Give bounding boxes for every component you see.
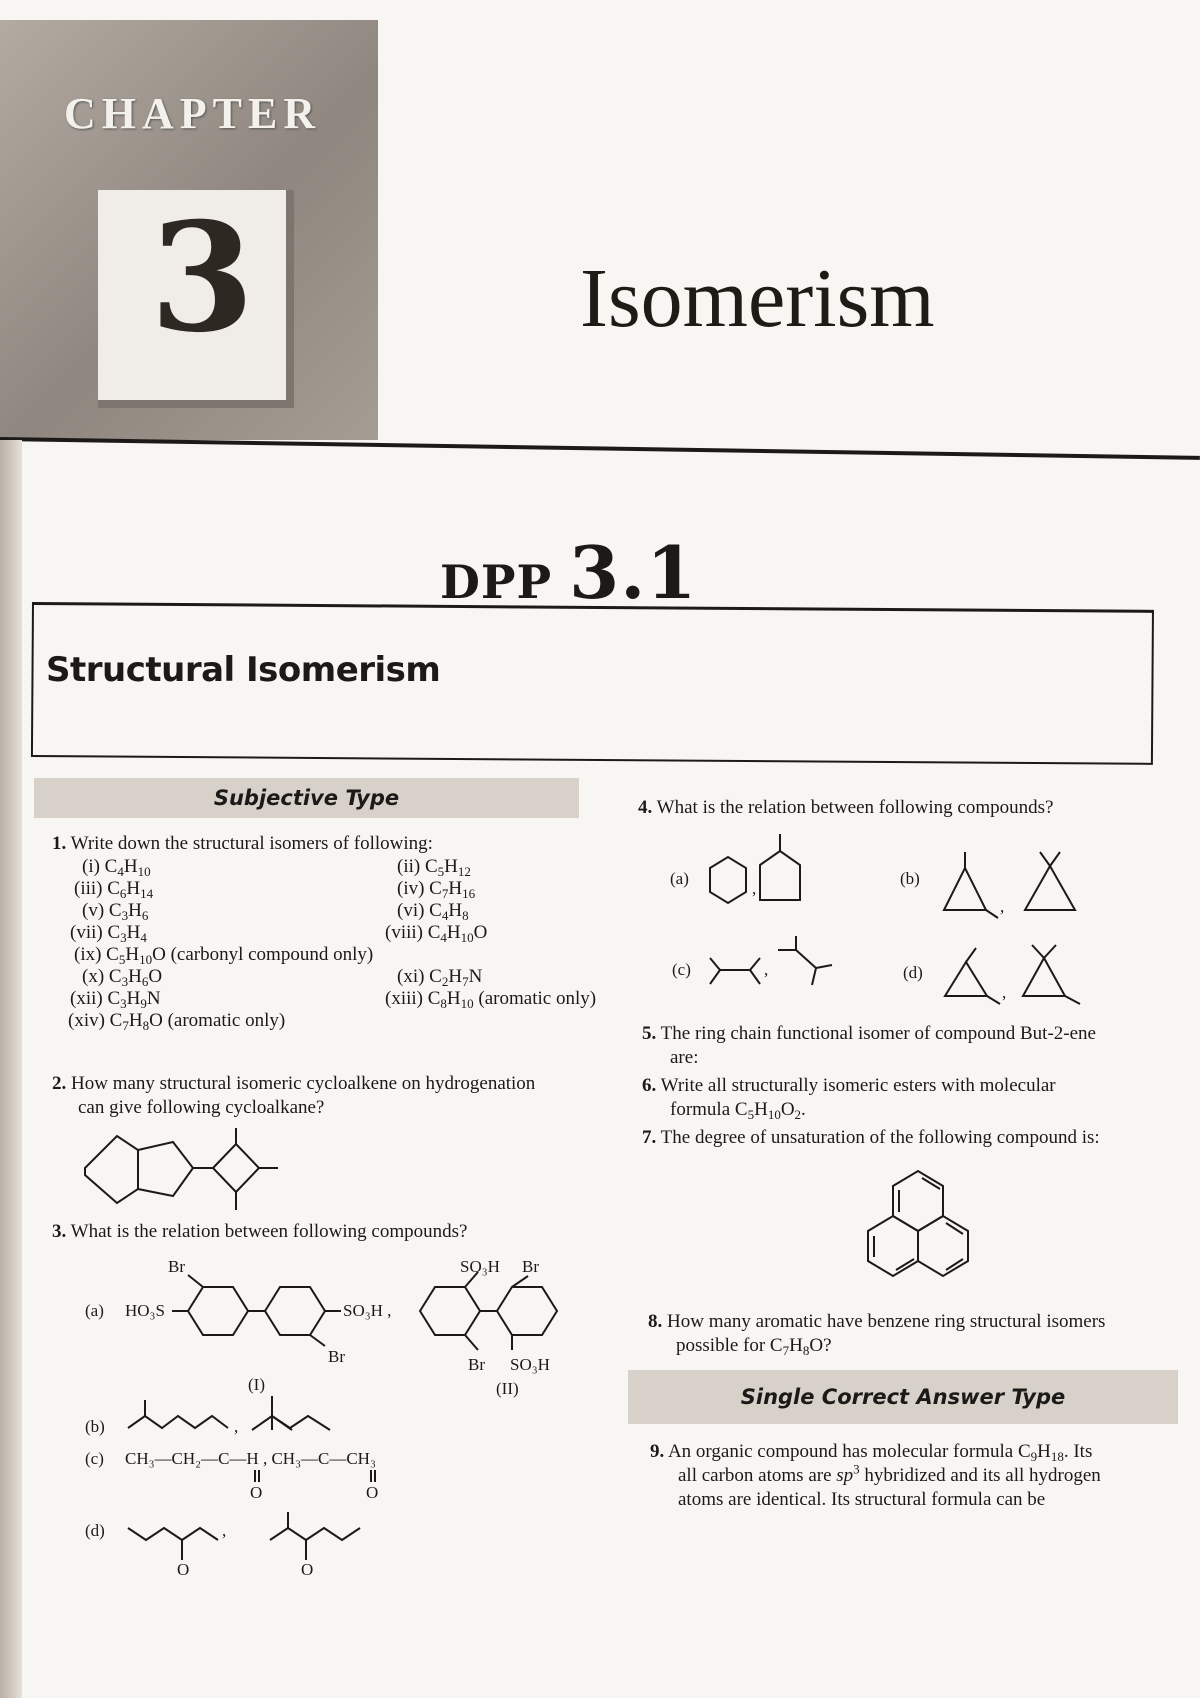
page-edge (0, 440, 22, 1698)
svg-text:O: O (177, 1560, 190, 1579)
formula-item: (x) $C_3H_6O$ (82, 966, 163, 989)
question-8: 8. How many aromatic have benzene ring structural isomers possible for $C_7H_8O$? (648, 1311, 1106, 1358)
svg-text:(d): (d) (903, 963, 923, 982)
svg-text:Br: Br (328, 1347, 345, 1366)
svg-text:(c): (c) (85, 1449, 104, 1468)
svg-text:SO₃H: SO₃H (510, 1355, 550, 1374)
svg-text:O: O (366, 1483, 379, 1502)
svg-text:O: O (301, 1560, 314, 1579)
question-2: 2. How many structural isomeric cycloalkene on hydrogenation can give following cycloalkane? (52, 1073, 536, 1118)
formula-item: (vii) $C_3H_4$ (70, 922, 147, 945)
svg-text:Br: Br (468, 1355, 485, 1374)
svg-text:(a): (a) (85, 1301, 104, 1320)
question-number: 1. (52, 833, 67, 854)
question-text: Write down the structural isomers of following: (70, 833, 433, 854)
svg-text:Br: Br (522, 1257, 539, 1276)
band-single-correct-answer-type: Single Correct Answer Type (628, 1370, 1178, 1424)
svg-text:(b): (b) (900, 869, 920, 888)
svg-text:(I): (I) (248, 1375, 265, 1394)
svg-text:(c): (c) (672, 960, 691, 979)
section-title: Structural Isomerism (46, 650, 441, 690)
formula-item: (v) $C_3H_6$ (82, 900, 149, 923)
svg-text:,: , (222, 1521, 227, 1540)
question-3: 3. What is the relation between following compounds? (52, 1221, 468, 1242)
chapter-number: 3 (150, 190, 255, 366)
dpp-label: DPP (440, 555, 553, 609)
svg-text:,: , (764, 960, 769, 979)
svg-text:SO₃H: SO₃H (460, 1257, 500, 1276)
band-subjective-type: Subjective Type (34, 778, 579, 818)
question-5: 5. The ring chain functional isomer of compound But-2-ene are: (642, 1023, 1096, 1068)
formula-item: (iv) $C_7H_{16}$ (397, 878, 476, 901)
dpp-heading (440, 530, 697, 615)
svg-text:HO₃S: HO₃S (125, 1301, 165, 1320)
svg-text:,: , (1000, 897, 1005, 916)
svg-text:,: , (752, 879, 757, 898)
chapter-title: Isomerism (580, 252, 935, 345)
svg-text:O: O (250, 1483, 263, 1502)
svg-text:CH₃—CH₂—C—H , CH₃—C—CH₃: CH₃—CH₂—C—H , CH₃—C—CH₃ (125, 1449, 376, 1468)
formula-item: (ii) $C_5H_{12}$ (397, 856, 471, 879)
question-7: 7. The degree of unsaturation of the following compound is: (642, 1127, 1100, 1148)
formula-item: (iii) $C_6H_{14}$ (74, 878, 154, 901)
chapter-label: CHAPTER (64, 89, 322, 138)
formula-item: (xii) $C_3H_9N$ (70, 988, 161, 1011)
svg-text:(b): (b) (85, 1417, 105, 1436)
question-1 (52, 832, 433, 856)
formula-item: (i) $C_4H_{10}$ (82, 856, 151, 879)
question-4: 4. What is the relation between following compounds? (638, 797, 1054, 818)
svg-text:SO₃H ,: SO₃H , (343, 1301, 392, 1320)
formula-item: (xiii) $C_8H_{10}$ (aromatic only) (385, 988, 597, 1011)
formula-item: (xiv) $C_7H_8O$ (aromatic only) (68, 1010, 286, 1033)
svg-text:Br: Br (168, 1257, 185, 1276)
dpp-number: 3.1 (569, 530, 698, 615)
formula-item: (ix) $C_5H_{10}O$ (carbonyl compound only) (74, 944, 374, 967)
question-6: 6. Write all structurally isomeric esters with molecular formula $C_5H_{10}O_2$. (642, 1075, 1056, 1122)
divider (0, 437, 1200, 460)
phenalene-structure (0, 0, 1, 1)
svg-text:,: , (1002, 983, 1007, 1002)
svg-text:(II): (II) (496, 1379, 519, 1398)
formula-item: (xi) $C_2H_7N$ (397, 966, 483, 989)
question-9: 9. An organic compound has molecular formula $C_9H_{18}$. Its all carbon atoms are $sp^3$ hybridized and its all hydrogen atoms are identical. Its structural formula can be (650, 1441, 1101, 1510)
q1-formula-list (68, 856, 597, 1033)
svg-text:(a): (a) (670, 869, 689, 888)
formula-item: (vi) $C_4H_8$ (397, 900, 469, 923)
formula-item: (viii) $C_4H_{10}O$ (385, 922, 488, 945)
svg-text:,: , (234, 1417, 239, 1436)
svg-text:(d): (d) (85, 1521, 105, 1540)
